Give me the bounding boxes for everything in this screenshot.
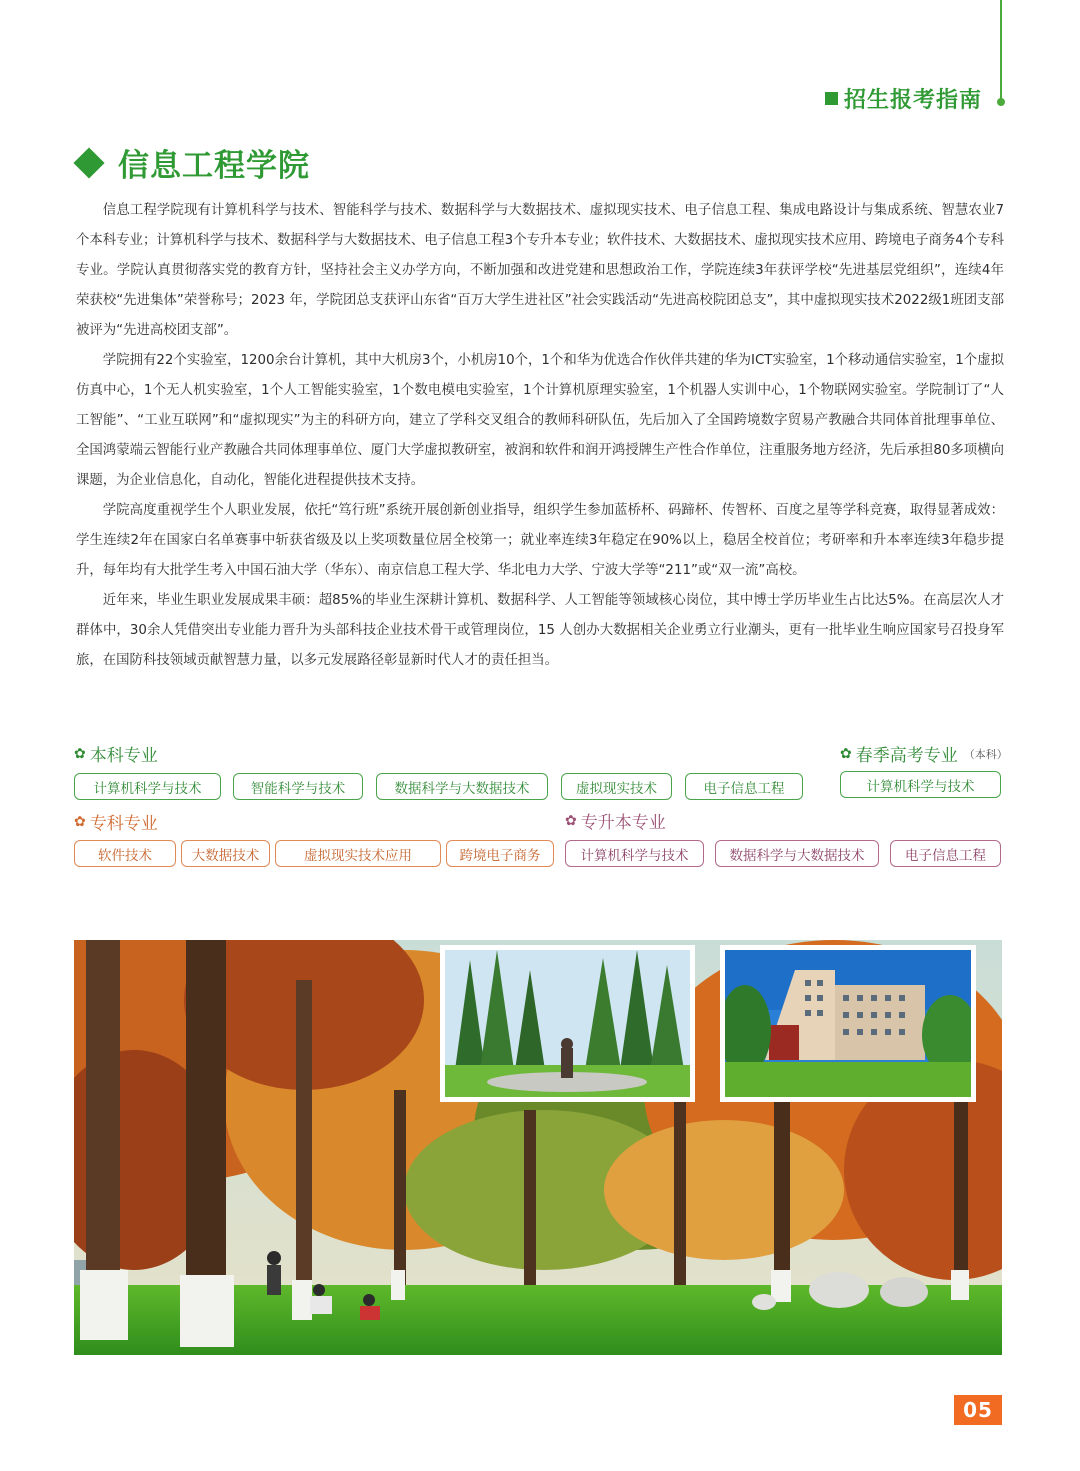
benke-heading-label: 本科专业 (89, 746, 158, 766)
inset-photo-building (720, 945, 976, 1102)
paragraph: 信息工程学院现有计算机科学与技术、智能科学与技术、数据科学与大数据技术、虚拟现实技术、电子信息工程、集成电路设计与集成系统、智慧农业7个本科专业；计算机科学与技术、数据科学与大数据技术、电子信息工程3个专升本专业；软件技术、大数据技术、虚拟现实技术应用、跨境电子商务4个专科专业。学院认真贯彻落实党的教育方针，坚持社会主义办学方向，不断加强和改进党建和思想政治工作，学院连续3年获评学校“先进基层党组织”，连续4年荣获校“先进集体”荣誉称号；2023 年，学院团总支获评山东省“百万大学生进社区”社会实践活动“先进高校院团总支”，其中虚拟现实技术2022级1班团支部被评为“先进高校团支部”。 (76, 203, 1004, 338)
building-illustration (725, 950, 971, 1097)
zhuanke-heading-label: 专科专业 (89, 814, 158, 834)
page-title: 信息工程学院 (118, 148, 310, 184)
chunji-heading (840, 741, 1008, 766)
major-chip[interactable]: 电子信息工程 (685, 773, 803, 800)
page-number: 05 (954, 1395, 1002, 1425)
major-chip[interactable]: 大数据技术 (181, 840, 270, 867)
section-tag-label: 招生报考指南 (843, 88, 982, 113)
chunji-heading-note: （本科） (963, 747, 1008, 761)
section-tag (825, 83, 982, 114)
paragraph: 学院高度重视学生个人职业发展，依托“笃行班”系统开展创新创业指导，组织学生参加蓝桥杯、码蹄杯、传智杯、百度之星等学科竞赛，取得显著成效：学生连续2年在国家白名单赛事中斩获省级及以上奖项数量位居全校第一；就业率连续3年稳定在90%以上，稳居全校首位；考研率和升本率连续3年稳步提升，每年均有大批学生考入中国石油大学（华东）、南京信息工程大学、华北电力大学、宁波大学等“211”或“双一流”高校。 (76, 503, 1004, 578)
header-rule (1000, 0, 1002, 100)
benke-heading (74, 741, 158, 766)
paragraph: 学院拥有22个实验室，1200余台计算机，其中大机房3个，小机房10个，1个和华为优选合作伙伴共建的华为ICT实验室，1个移动通信实验室，1个虚拟仿真中心，1个无人机实验室，1个人工智能实验室，1个数电模电实验室，1个计算机原理实验室，1个机器人实训中心，1个物联网实验室。学院制订了“人工智能”、“工业互联网”和“虚拟现实”为主的科研方向，建立了学科交叉组合的教师科研队伍，先后加入了全国跨境数字贸易产教融合共同体首批理事单位、全国鸿蒙端云智能行业产教融合共同体理事单位、厦门大学虚拟教研室，被润和软件和润开鸿授牌生产性合作单位，注重服务地方经济，先后承担80多项横向课题，为企业信息化，自动化，智能化进程提供技术支持。 (76, 353, 1004, 488)
header-rule-dot (997, 98, 1005, 106)
avenue-illustration (445, 950, 690, 1097)
flower-icon: ✿ (840, 745, 852, 762)
inset-photo-avenue (440, 945, 695, 1102)
major-chip[interactable]: 虚拟现实技术 (561, 773, 672, 800)
zhuanshengben-heading-label: 专升本专业 (580, 813, 666, 833)
major-chip[interactable]: 虚拟现实技术应用 (275, 840, 441, 867)
major-chip[interactable]: 计算机科学与技术 (565, 840, 704, 867)
major-chip[interactable]: 数据科学与大数据技术 (376, 773, 548, 800)
flower-icon: ✿ (74, 745, 86, 762)
major-chip[interactable]: 跨境电子商务 (446, 840, 554, 867)
zhuanke-heading (74, 809, 158, 834)
major-chip[interactable]: 数据科学与大数据技术 (715, 840, 879, 867)
paragraph: 近年来，毕业生职业发展成果丰硕：超85%的毕业生深耕计算机、数据科学、人工智能等领域核心岗位，其中博士学历毕业生占比达5%。在高层次人才群体中，30余人凭借突出专业能力晋升为头部科技企业技术骨干或管理岗位，15 人创办大数据相关企业勇立行业潮头，更有一批毕业生响应国家号召投身军旅，在国防科技领域贡献智慧力量，以多元发展路径彰显新时代人才的责任担当。 (76, 593, 1004, 668)
flower-icon: ✿ (565, 812, 577, 829)
body-text (76, 196, 1004, 676)
major-chip[interactable]: 智能科学与技术 (233, 773, 363, 800)
zhuanshengben-heading (565, 808, 666, 833)
flower-icon: ✿ (74, 813, 86, 830)
square-icon (825, 92, 838, 105)
page-title-row (74, 140, 310, 185)
chunji-heading-label: 春季高考专业 (855, 746, 958, 766)
major-chip[interactable]: 计算机科学与技术 (74, 773, 221, 800)
major-chip[interactable]: 电子信息工程 (890, 840, 1001, 867)
major-chip[interactable]: 计算机科学与技术 (840, 771, 1001, 798)
major-chip[interactable]: 软件技术 (74, 840, 176, 867)
diamond-icon (73, 147, 104, 178)
